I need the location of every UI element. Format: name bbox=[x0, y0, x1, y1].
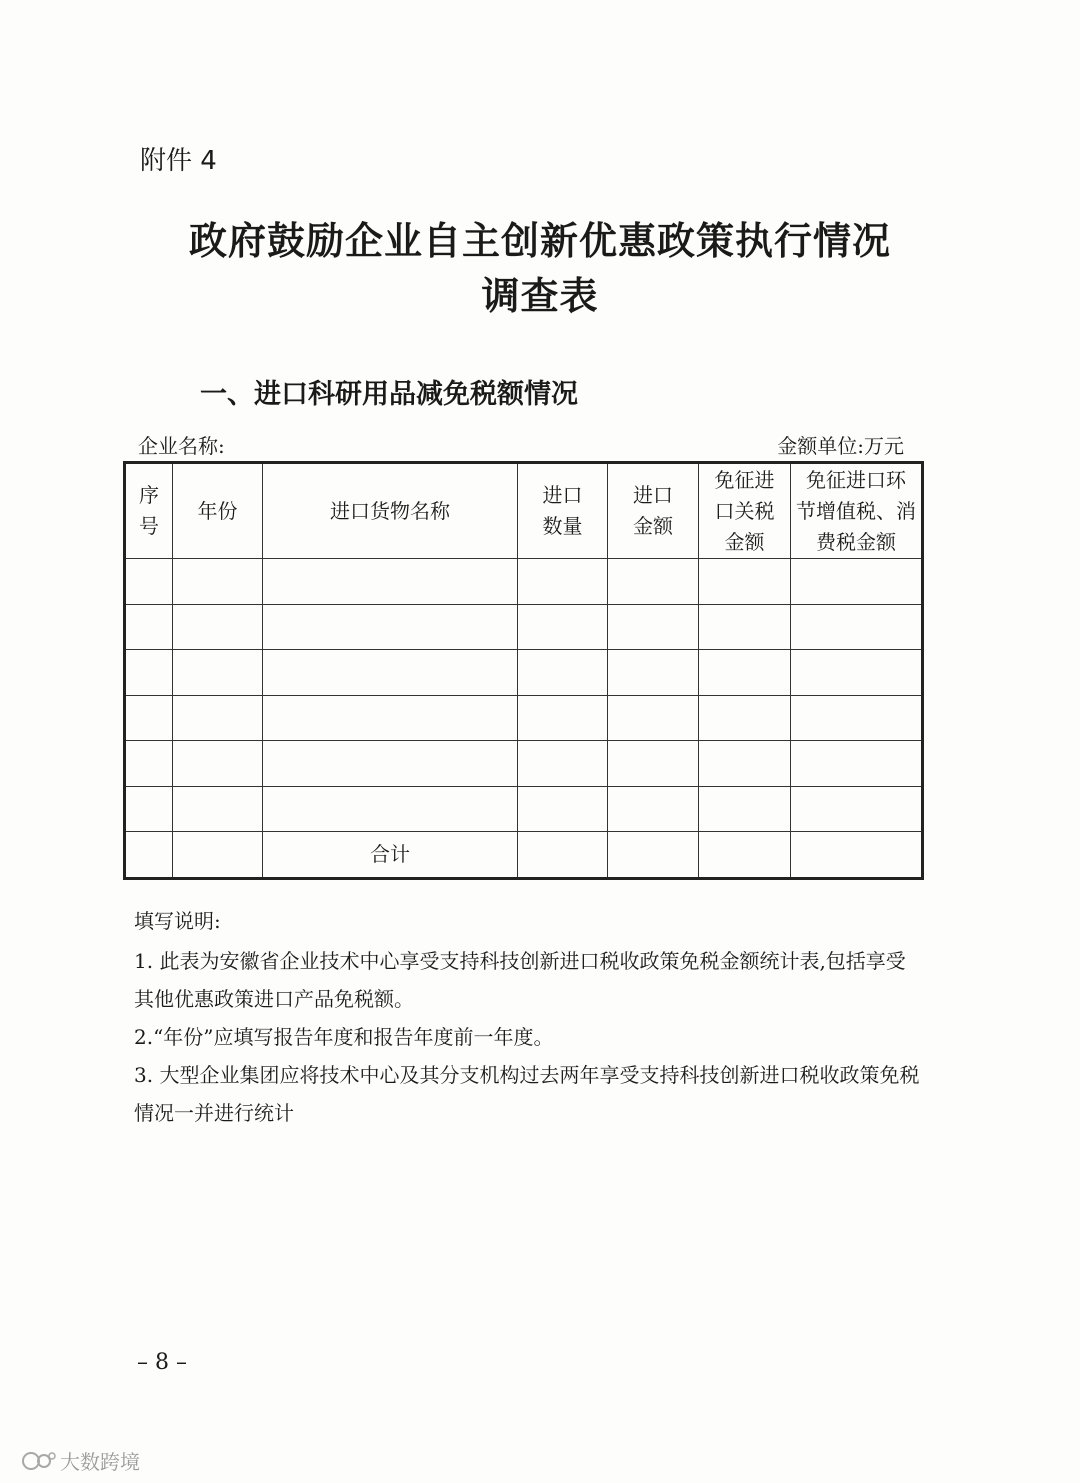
table-cell[interactable] bbox=[699, 650, 791, 696]
table-cell[interactable] bbox=[699, 786, 791, 832]
table-cell[interactable] bbox=[699, 741, 791, 787]
table-cell[interactable] bbox=[173, 695, 263, 741]
table-cell[interactable] bbox=[263, 695, 518, 741]
header-line: 序 bbox=[139, 483, 159, 507]
table-cell[interactable] bbox=[125, 786, 173, 832]
table-cell[interactable] bbox=[173, 786, 263, 832]
instruction-item: 3. 大型企业集团应将技术中心及其分支机构过去两年享受支持科技创新进口税收政策免税情况一并进行统计 bbox=[134, 1063, 920, 1125]
header-year bbox=[173, 463, 263, 559]
company-name-label: 企业名称: bbox=[138, 434, 225, 458]
table-cell[interactable] bbox=[608, 559, 699, 605]
table-cell[interactable] bbox=[791, 650, 923, 696]
header-serial-number bbox=[125, 463, 173, 559]
table-row bbox=[125, 559, 923, 605]
table-cell[interactable] bbox=[791, 786, 923, 832]
table-cell[interactable] bbox=[518, 559, 608, 605]
table-row bbox=[125, 604, 923, 650]
header-customs-duty-exempt bbox=[699, 463, 791, 559]
table-cell[interactable] bbox=[173, 650, 263, 696]
header-line: 号 bbox=[139, 514, 159, 538]
header-line: 金额 bbox=[724, 529, 765, 554]
table-cell[interactable] bbox=[608, 650, 699, 696]
table-cell[interactable] bbox=[263, 786, 518, 832]
table-row bbox=[125, 786, 923, 832]
header-line: 年份 bbox=[197, 498, 238, 523]
table-cell[interactable] bbox=[125, 832, 173, 879]
table-header-row bbox=[125, 463, 923, 559]
watermark-text: 大数跨境 bbox=[60, 1450, 140, 1474]
watermark bbox=[22, 1446, 140, 1475]
header-line: 口关税 bbox=[714, 498, 775, 523]
header-import-amount bbox=[608, 463, 699, 559]
header-line: 进口 bbox=[633, 483, 673, 507]
table-cell[interactable] bbox=[125, 695, 173, 741]
table-cell[interactable] bbox=[608, 604, 699, 650]
header-line: 数量 bbox=[542, 514, 583, 538]
table-cell[interactable] bbox=[173, 741, 263, 787]
table-cell[interactable] bbox=[608, 741, 699, 787]
table-cell[interactable] bbox=[518, 650, 608, 696]
table-cell[interactable] bbox=[518, 604, 608, 650]
table-cell[interactable] bbox=[791, 559, 923, 605]
header-line: 进口 bbox=[542, 483, 583, 507]
table-cell[interactable] bbox=[263, 604, 518, 650]
table-cell[interactable] bbox=[518, 832, 608, 879]
table-row bbox=[125, 650, 923, 696]
header-vat-consumption-tax-exempt bbox=[791, 463, 923, 559]
table-cell[interactable] bbox=[699, 832, 791, 879]
section-heading: 一、进口科研用品减免税额情况 bbox=[200, 379, 578, 410]
table-cell[interactable] bbox=[518, 695, 608, 741]
table-cell[interactable] bbox=[125, 559, 173, 605]
table-row bbox=[125, 695, 923, 741]
watermark-logo-icon bbox=[22, 1448, 56, 1474]
table-cell[interactable] bbox=[699, 559, 791, 605]
header-line: 免征进口环 bbox=[806, 467, 906, 492]
header-line: 节增值税、消 bbox=[796, 498, 916, 523]
header-import-quantity bbox=[518, 463, 608, 559]
table-cell[interactable] bbox=[263, 741, 518, 787]
table-cell[interactable] bbox=[791, 741, 923, 787]
table-cell[interactable] bbox=[173, 559, 263, 605]
attachment-label: 附件 4 bbox=[140, 146, 217, 176]
document-title-line2: 调查表 bbox=[481, 274, 599, 318]
table-cell[interactable] bbox=[263, 650, 518, 696]
table-cell[interactable] bbox=[791, 604, 923, 650]
table-cell[interactable] bbox=[608, 695, 699, 741]
table-cell[interactable] bbox=[125, 604, 173, 650]
total-label: 合计 bbox=[263, 832, 518, 879]
header-goods-name bbox=[263, 463, 518, 559]
filling-instructions bbox=[134, 902, 924, 1132]
table-cell[interactable] bbox=[173, 604, 263, 650]
table-cell[interactable] bbox=[791, 695, 923, 741]
instruction-item: 2.“年份”应填写报告年度和报告年度前一年度。 bbox=[134, 1025, 554, 1049]
instructions-title: 填写说明: bbox=[134, 909, 221, 933]
table-cell[interactable] bbox=[699, 695, 791, 741]
document-title-line1: 政府鼓励企业自主创新优惠政策执行情况 bbox=[188, 219, 891, 263]
table-cell[interactable] bbox=[608, 786, 699, 832]
table-cell[interactable] bbox=[125, 650, 173, 696]
table-row bbox=[125, 741, 923, 787]
header-line: 免征进 bbox=[714, 467, 775, 492]
table-cell[interactable] bbox=[173, 832, 263, 879]
survey-table bbox=[123, 461, 924, 880]
instruction-item: 1. 此表为安徽省企业技术中心享受支持科技创新进口税收政策免税金额统计表,包括享受其他优惠政策进口产品免税额。 bbox=[134, 949, 906, 1011]
table-cell[interactable] bbox=[699, 604, 791, 650]
table-cell[interactable] bbox=[518, 786, 608, 832]
table-cell[interactable] bbox=[263, 559, 518, 605]
page-number: – 8 – bbox=[137, 1350, 187, 1375]
header-line: 进口货物名称 bbox=[330, 498, 450, 523]
amount-unit-label: 金额单位:万元 bbox=[777, 434, 904, 458]
header-line: 费税金额 bbox=[816, 529, 896, 554]
table-cell[interactable] bbox=[125, 741, 173, 787]
header-line: 金额 bbox=[633, 514, 673, 538]
table-cell[interactable] bbox=[518, 741, 608, 787]
table-total-row bbox=[125, 832, 923, 879]
table-cell[interactable] bbox=[791, 832, 923, 879]
table-cell[interactable] bbox=[608, 832, 699, 879]
